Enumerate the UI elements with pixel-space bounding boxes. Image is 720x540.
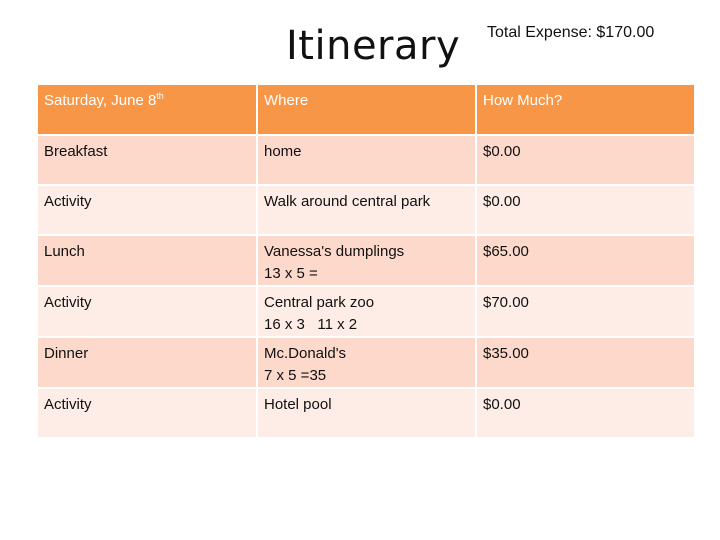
where-calc: 16 x 3 11 x 2 [264,316,358,333]
table-header-row [37,84,695,135]
cost-cell: $70.00 [476,286,695,337]
cost-cell: $35.00 [476,337,695,388]
cost-cell: $0.00 [476,185,695,235]
event-cell: Breakfast [37,135,257,185]
header-how-much: How Much? [476,84,695,135]
table-row [37,185,695,235]
where-line: home [264,143,302,160]
total-expense: Total Expense: $170.00 [487,24,655,41]
where-line: Mc.Donald's [264,345,347,362]
where-cell [257,135,476,185]
header-where: Where [257,84,476,135]
where-line: Central park zoo [264,294,375,311]
table-row [37,388,695,438]
where-cell [257,286,476,337]
where-line: Hotel pool [264,396,332,413]
event-cell: Lunch [37,235,257,286]
header-day-text: Saturday, June 8 [44,92,157,109]
where-line: Walk around central park [264,193,431,210]
cost-cell: $0.00 [476,388,695,438]
page-title: Itinerary [286,23,461,69]
where-calc: 7 x 5 =35 [264,367,327,384]
where-calc: 13 x 5 = [264,265,318,282]
table-row [37,235,695,286]
where-cell [257,337,476,388]
cost-cell: $0.00 [476,135,695,185]
cost-cell: $65.00 [476,235,695,286]
event-cell: Activity [37,185,257,235]
header-day [37,84,257,135]
event-cell: Dinner [37,337,257,388]
event-cell: Activity [37,286,257,337]
event-cell: Activity [37,388,257,438]
where-line: Vanessa's dumplings [264,243,405,260]
header-day-suffix: th [156,91,164,101]
where-cell [257,185,476,235]
where-cell [257,235,476,286]
table-row [37,286,695,337]
table-row [37,135,695,185]
where-cell [257,388,476,438]
itinerary-table [36,83,696,439]
table-row [37,337,695,388]
